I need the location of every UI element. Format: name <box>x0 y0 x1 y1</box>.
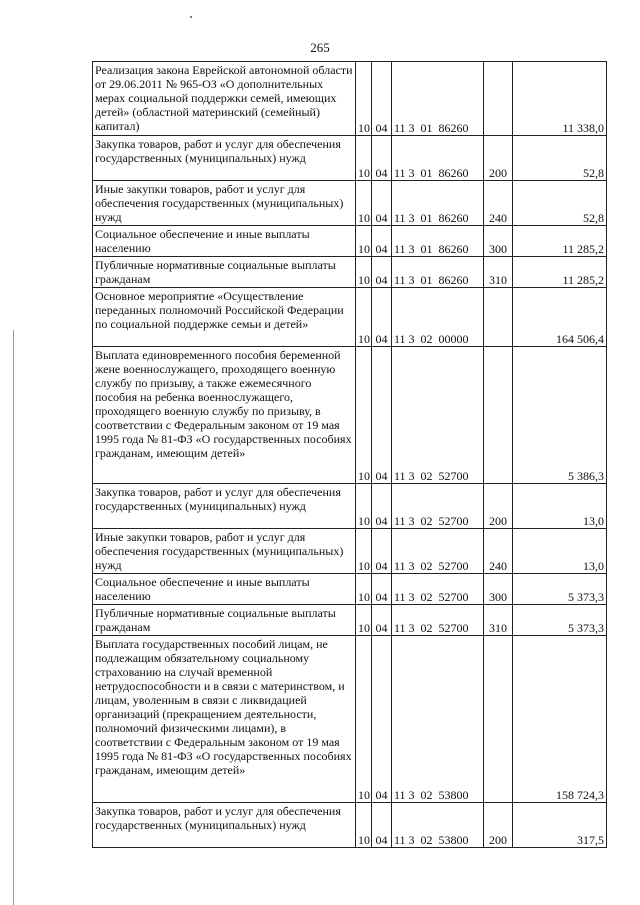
subsection-code-cell: 04 <box>372 62 392 136</box>
amount-cell: 317,5 <box>513 803 607 848</box>
section-code-cell: 10 <box>356 803 372 848</box>
section-code-cell: 10 <box>356 226 372 257</box>
section-code-cell: 10 <box>356 136 372 181</box>
target-article-cell: 11 3 01 86260 <box>392 181 484 226</box>
target-article-cell: 11 3 02 52700 <box>392 574 484 605</box>
subsection-code-cell: 04 <box>372 484 392 529</box>
subsection-code-cell: 04 <box>372 574 392 605</box>
row-name-cell: Публичные нормативные социальные выплаты гражданам <box>93 605 356 636</box>
table-row <box>93 288 607 347</box>
expense-type-cell: 200 <box>484 803 513 848</box>
expense-type-cell: 240 <box>484 529 513 574</box>
target-article-cell: 11 3 01 86260 <box>392 257 484 288</box>
table-row <box>93 226 607 257</box>
amount-cell: 5 373,3 <box>513 574 607 605</box>
amount-cell: 13,0 <box>513 529 607 574</box>
row-name-cell: Социальное обеспечение и иные выплаты населению <box>93 226 356 257</box>
subsection-code-cell: 04 <box>372 529 392 574</box>
target-article-cell: 11 3 02 52700 <box>392 529 484 574</box>
table-row <box>93 347 607 484</box>
target-article-cell: 11 3 02 53800 <box>392 803 484 848</box>
table-row <box>93 181 607 226</box>
subsection-code-cell: 04 <box>372 803 392 848</box>
section-code-cell: 10 <box>356 484 372 529</box>
table-row <box>93 605 607 636</box>
expense-type-cell <box>484 636 513 803</box>
table-row <box>93 257 607 288</box>
row-name-cell: Закупка товаров, работ и услуг для обеспечения государственных (муниципальных) нужд <box>93 484 356 529</box>
section-code-cell: 10 <box>356 288 372 347</box>
row-name-cell: Социальное обеспечение и иные выплаты населению <box>93 574 356 605</box>
target-article-cell: 11 3 01 86260 <box>392 226 484 257</box>
expense-type-cell <box>484 62 513 136</box>
target-article-cell: 11 3 02 53800 <box>392 636 484 803</box>
budget-table-body <box>93 62 607 848</box>
expense-type-cell: 300 <box>484 226 513 257</box>
table-row <box>93 574 607 605</box>
section-code-cell: 10 <box>356 347 372 484</box>
table-row <box>93 529 607 574</box>
row-name-cell: Публичные нормативные социальные выплаты гражданам <box>93 257 356 288</box>
subsection-code-cell: 04 <box>372 347 392 484</box>
target-article-cell: 11 3 01 86260 <box>392 62 484 136</box>
table-row <box>93 803 607 848</box>
page-number: 265 <box>310 40 330 55</box>
row-name-cell: Иные закупки товаров, работ и услуг для обеспечения государственных (муниципальных) нужд <box>93 181 356 226</box>
table-row <box>93 62 607 136</box>
subsection-code-cell: 04 <box>372 288 392 347</box>
target-article-cell: 11 3 02 52700 <box>392 347 484 484</box>
row-name-cell: Реализация закона Еврейской автономной области от 29.06.2011 № 965-ОЗ «О дополнительных мерах социальной поддержки семей, имеющих детей» (областной материнский (семейный) капитал) <box>93 62 356 136</box>
amount-cell: 52,8 <box>513 181 607 226</box>
amount-cell: 164 506,4 <box>513 288 607 347</box>
table-row <box>93 136 607 181</box>
subsection-code-cell: 04 <box>372 257 392 288</box>
row-name-cell: Выплата единовременного пособия беременной жене военнослужащего, проходящего военную службу по призыву, а также ежемесячного пособия на ребенка военнослужащего, проходящего военную службу по призыву, в соответствии с Федеральным законом от 19 мая 1995 года № 81-ФЗ «О государственных пособиях гражданам, имеющим детей» <box>93 347 356 484</box>
scan-speck <box>190 16 192 18</box>
row-name-cell: Иные закупки товаров, работ и услуг для обеспечения государственных (муниципальных) нужд <box>93 529 356 574</box>
amount-cell: 13,0 <box>513 484 607 529</box>
expense-type-cell: 300 <box>484 574 513 605</box>
section-code-cell: 10 <box>356 257 372 288</box>
expense-type-cell: 240 <box>484 181 513 226</box>
expense-type-cell: 200 <box>484 136 513 181</box>
row-name-cell: Закупка товаров, работ и услуг для обеспечения государственных (муниципальных) нужд <box>93 803 356 848</box>
subsection-code-cell: 04 <box>372 636 392 803</box>
amount-cell: 11 338,0 <box>513 62 607 136</box>
section-code-cell: 10 <box>356 574 372 605</box>
expense-type-cell <box>484 347 513 484</box>
target-article-cell: 11 3 02 00000 <box>392 288 484 347</box>
section-code-cell: 10 <box>356 605 372 636</box>
table-row <box>93 484 607 529</box>
amount-cell: 11 285,2 <box>513 257 607 288</box>
expense-type-cell: 310 <box>484 605 513 636</box>
expense-type-cell <box>484 288 513 347</box>
row-name-cell: Закупка товаров, работ и услуг для обеспечения государственных (муниципальных) нужд <box>93 136 356 181</box>
section-code-cell: 10 <box>356 62 372 136</box>
amount-cell: 158 724,3 <box>513 636 607 803</box>
target-article-cell: 11 3 01 86260 <box>392 136 484 181</box>
amount-cell: 11 285,2 <box>513 226 607 257</box>
target-article-cell: 11 3 02 52700 <box>392 605 484 636</box>
table-row <box>93 636 607 803</box>
subsection-code-cell: 04 <box>372 605 392 636</box>
section-code-cell: 10 <box>356 636 372 803</box>
expense-type-cell: 310 <box>484 257 513 288</box>
expense-type-cell: 200 <box>484 484 513 529</box>
subsection-code-cell: 04 <box>372 181 392 226</box>
amount-cell: 52,8 <box>513 136 607 181</box>
scan-edge-line <box>13 330 14 905</box>
section-code-cell: 10 <box>356 181 372 226</box>
row-name-cell: Выплата государственных пособий лицам, не подлежащим обязательному социальному страхованию на случай временной нетрудоспособности и в связи с материнством, и лицам, уволенным в связи с ликвидацией организаций (прекращением деятельности, полномочий физическими лицами), в соответствии с Федеральным законом от 19 мая 1995 года № 81-ФЗ «О государственных пособиях гражданам, имеющим детей» <box>93 636 356 803</box>
row-name-cell: Основное мероприятие «Осуществление переданных полномочий Российской Федерации по социальной поддержке семьи и детей» <box>93 288 356 347</box>
amount-cell: 5 386,3 <box>513 347 607 484</box>
section-code-cell: 10 <box>356 529 372 574</box>
subsection-code-cell: 04 <box>372 136 392 181</box>
target-article-cell: 11 3 02 52700 <box>392 484 484 529</box>
budget-table <box>92 61 607 848</box>
subsection-code-cell: 04 <box>372 226 392 257</box>
amount-cell: 5 373,3 <box>513 605 607 636</box>
